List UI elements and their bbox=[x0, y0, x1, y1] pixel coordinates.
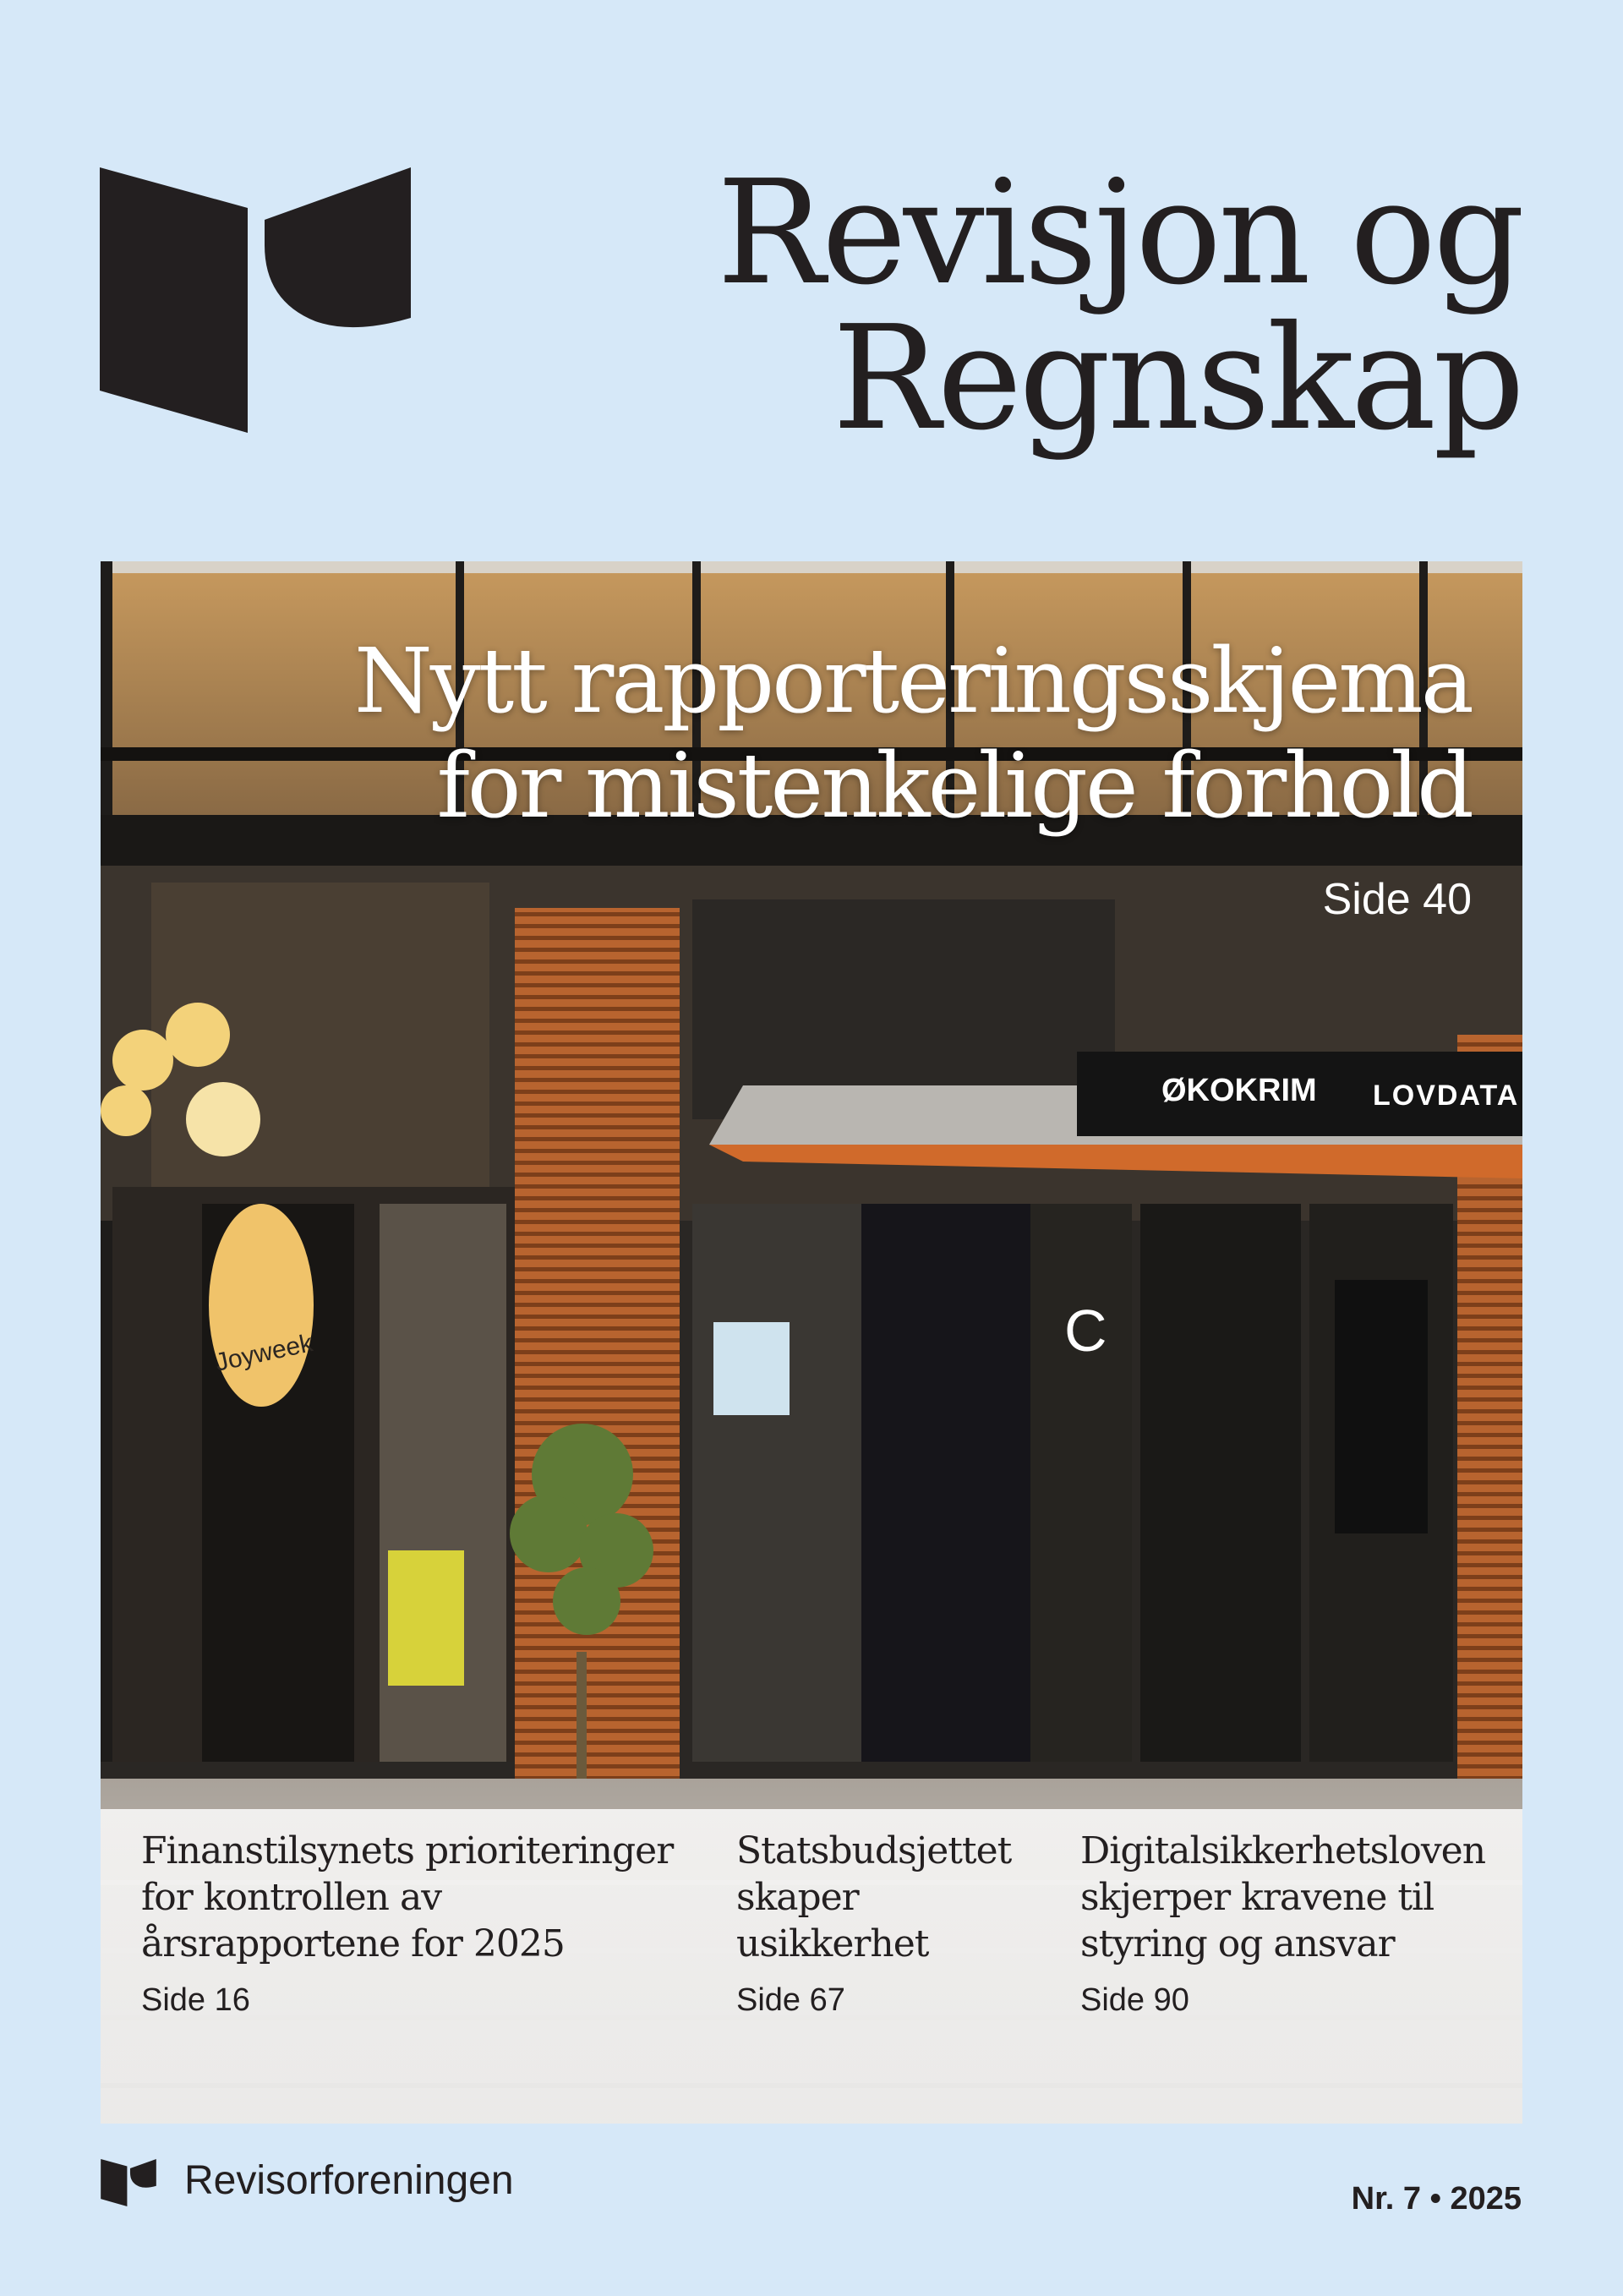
revisorforeningen-logo bbox=[100, 167, 411, 433]
cover-story-headline: Nytt rapporteringsskjema for mistenkelige forhold bbox=[354, 629, 1472, 838]
lovdata-sign: LOVDATA bbox=[1373, 1080, 1520, 1112]
teaser-page: Side 16 bbox=[141, 1982, 250, 2018]
okokrim-sign: ØKOKRIM bbox=[1161, 1073, 1317, 1108]
teaser-item bbox=[736, 1828, 1011, 2019]
teaser-title: Digitalsikkerhetsloven skjerper kravene til styring og ansvar bbox=[1080, 1829, 1486, 1965]
teaser-band bbox=[101, 1809, 1522, 2124]
issue-number: Nr. 7 • 2025 bbox=[1351, 2181, 1522, 2217]
teaser-item bbox=[1080, 1828, 1485, 2019]
publisher-name: Revisorforeningen bbox=[184, 2158, 514, 2203]
teaser-title: Statsbudsjettet skaper usikkerhet bbox=[736, 1829, 1012, 1965]
teaser-page: Side 67 bbox=[736, 1982, 845, 2018]
door-letter: C bbox=[1064, 1298, 1107, 1364]
revisorforeningen-small-logo bbox=[101, 2159, 156, 2206]
masthead-title: Revisjon og Regnskap bbox=[716, 150, 1522, 462]
teaser-page: Side 90 bbox=[1080, 1982, 1189, 2018]
joyweek-sign: Joyweek bbox=[212, 1329, 315, 1377]
teaser-item bbox=[141, 1828, 673, 2019]
cover-photo bbox=[101, 561, 1522, 2124]
teaser-title: Finanstilsynets prioriteringer for kontrollen av årsrapportene for 2025 bbox=[141, 1829, 674, 1965]
cover-story-page: Side 40 bbox=[1322, 875, 1472, 924]
